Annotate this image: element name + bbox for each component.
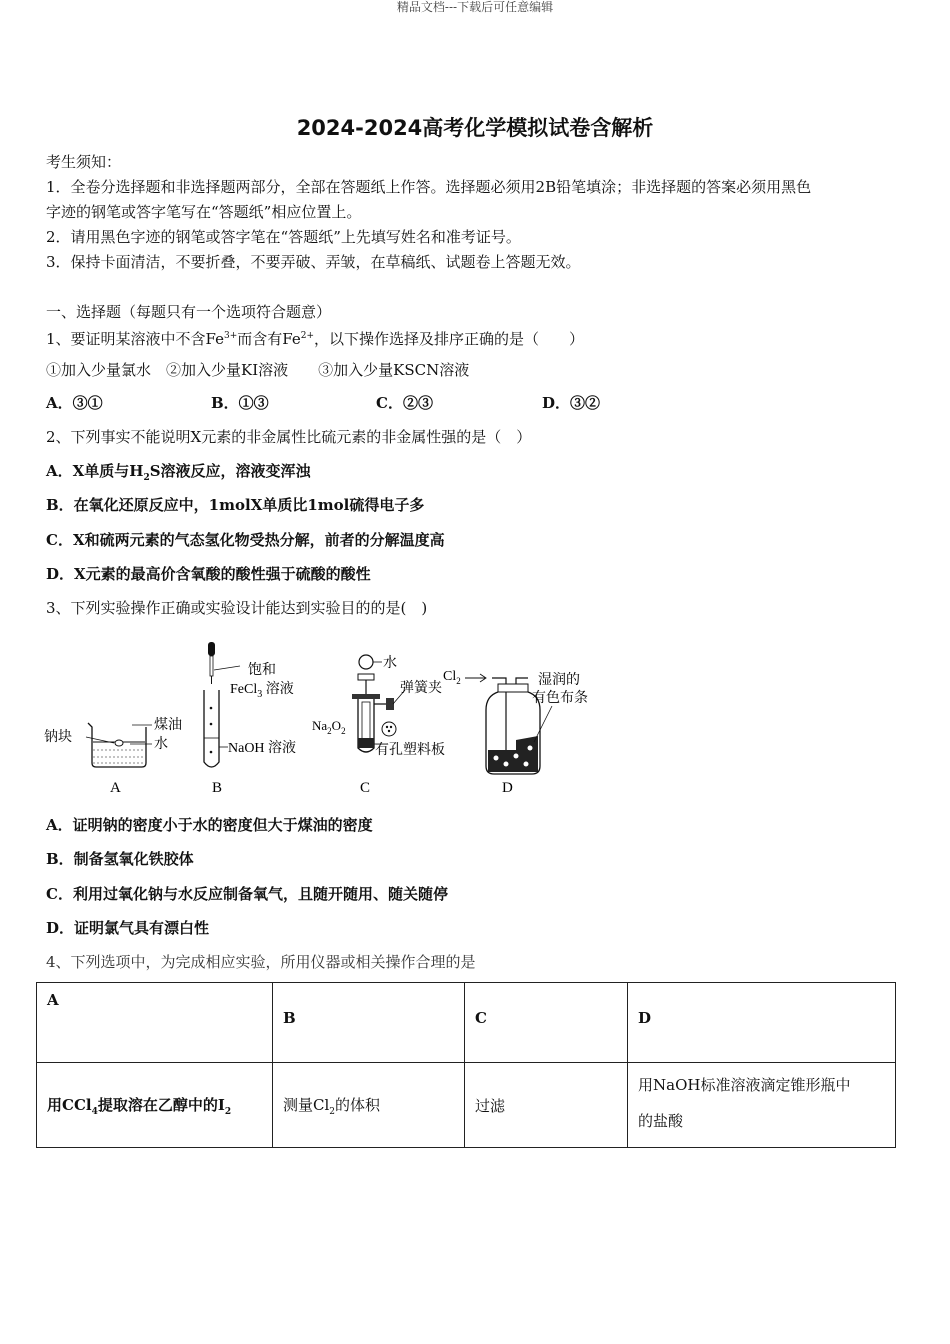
section-heading: 一、选择题（每题只有一个选项符合题意） [46,303,332,321]
notice-item: 字迹的钢笔或答字笔写在“答题纸”相应位置上。 [46,203,362,221]
label-water: 水 [154,737,168,752]
question-3-option-a[interactable]: A．证明钠的密度小于水的密度但大于煤油的密度 [46,816,373,834]
question-4-stem: 4、下列选项中，为完成相应实验，所用仪器或相关操作合理的是 [46,953,476,971]
figure-label-b: B [212,780,223,796]
question-2-option-a[interactable]: A．X单质与$H_2S$溶液反应，溶液变浑浊 [46,462,311,483]
label-cl2: $Cl_2$ [443,669,461,686]
question-1-options [46,393,600,413]
question-3-option-c[interactable]: C．利用过氧化钠与水反应制备氧气，且随开随用、随关随停 [46,885,448,903]
notice-item: 2．请用黑色字迹的钢笔或答字笔在“答题纸”上先填写姓名和准考证号。 [46,228,521,246]
apparatus-a [44,716,182,796]
option-c[interactable]: C．②③ [376,394,433,412]
label-sodium: 钠块 [44,730,72,745]
question-2-option-c[interactable]: C．X和硫两元素的气态氢化物受热分解，前者的分解温度高 [46,531,445,549]
label-cloth: 有色布条 [532,691,588,706]
notice-item: 3．保持卡面清洁，不要折叠，不要弄破、弄皱，在草稿纸、试题卷上答题无效。 [46,253,581,271]
table-header-row [37,983,896,1063]
question-4-table [36,982,896,1148]
question-1-operations: ①加入少量氯水 ②加入少量KI溶液 ③加入少量KSCN溶液 [46,361,470,379]
label-wet: 湿润的 [538,673,580,688]
option-b[interactable]: B．①③ [211,394,269,412]
table-cell-c: 过滤 [465,1063,628,1148]
question-3-stem: 3、下列实验操作正确或实验设计能达到实验目的的是( ) [46,599,428,617]
table-cell-d: 用NaOH标准溶液滴定锥形瓶中 的盐酸 [628,1063,896,1148]
table-cell-b: 测量$Cl_2$的体积 [273,1063,465,1148]
question-3-option-b[interactable]: B．制备氢氧化铁胶体 [46,850,194,868]
watermark: 精品文档---下载后可任意编辑 [396,0,554,14]
page-title: 2024-2024高考化学模拟试卷含解析 [296,116,654,140]
label-plate: 有孔塑料板 [375,743,445,758]
table-header-c: C [465,983,628,1063]
figure-label-d: D [502,780,513,796]
notice-item: 1．全卷分选择题和非选择题两部分，全部在答题纸上作答。选择题必须用2B铅笔填涂；非选择题的答案必须用黑色 [46,178,812,196]
label-kerosene: 煤油 [154,718,182,733]
question-3-option-d[interactable]: D．证明氯气具有漂白性 [46,919,210,937]
label-water-c: 水 [383,656,397,671]
option-d[interactable]: D．③② [542,394,601,412]
label-naoh: NaOH 溶液 [228,741,297,756]
experiment-figure [40,640,620,800]
label-na2o2: $Na_2O_2$ [312,718,346,736]
apparatus-b [204,642,296,796]
notice-heading: 考生须知： [46,153,122,171]
figure-label-a: A [110,780,121,796]
figure-label-c: C [360,780,371,796]
question-2-stem: 2、下列事实不能说明X元素的非金属性比硫元素的非金属性强的是（ ） [46,428,532,446]
question-1-stem: 1、要证明某溶液中不含$Fe^{3+}$而含有$Fe^{2+}$，以下操作选择及排序正确的是（ ） [46,330,585,348]
table-header-d: D [628,983,896,1063]
apparatus-d [443,669,588,796]
label-clip: 弹簧夹 [400,681,442,696]
option-a[interactable]: A．③① [46,394,103,412]
label-saturated: 饱和 [248,663,276,678]
table-header-a: A [37,983,273,1063]
question-2-option-b[interactable]: B．在氧化还原反应中，1molX单质比1mol硫得电子多 [46,496,425,514]
table-cell-a: 用CCl$_4$提取溶在乙醇中的$I_2$ [37,1063,273,1148]
label-fecl3: FeCl$_3$ 溶液 [230,682,294,700]
question-2-option-d[interactable]: D．X元素的最高价含氧酸的酸性强于硫酸的酸性 [46,565,371,583]
table-header-b: B [273,983,465,1063]
table-row [37,1063,896,1148]
apparatus-c [312,654,445,796]
